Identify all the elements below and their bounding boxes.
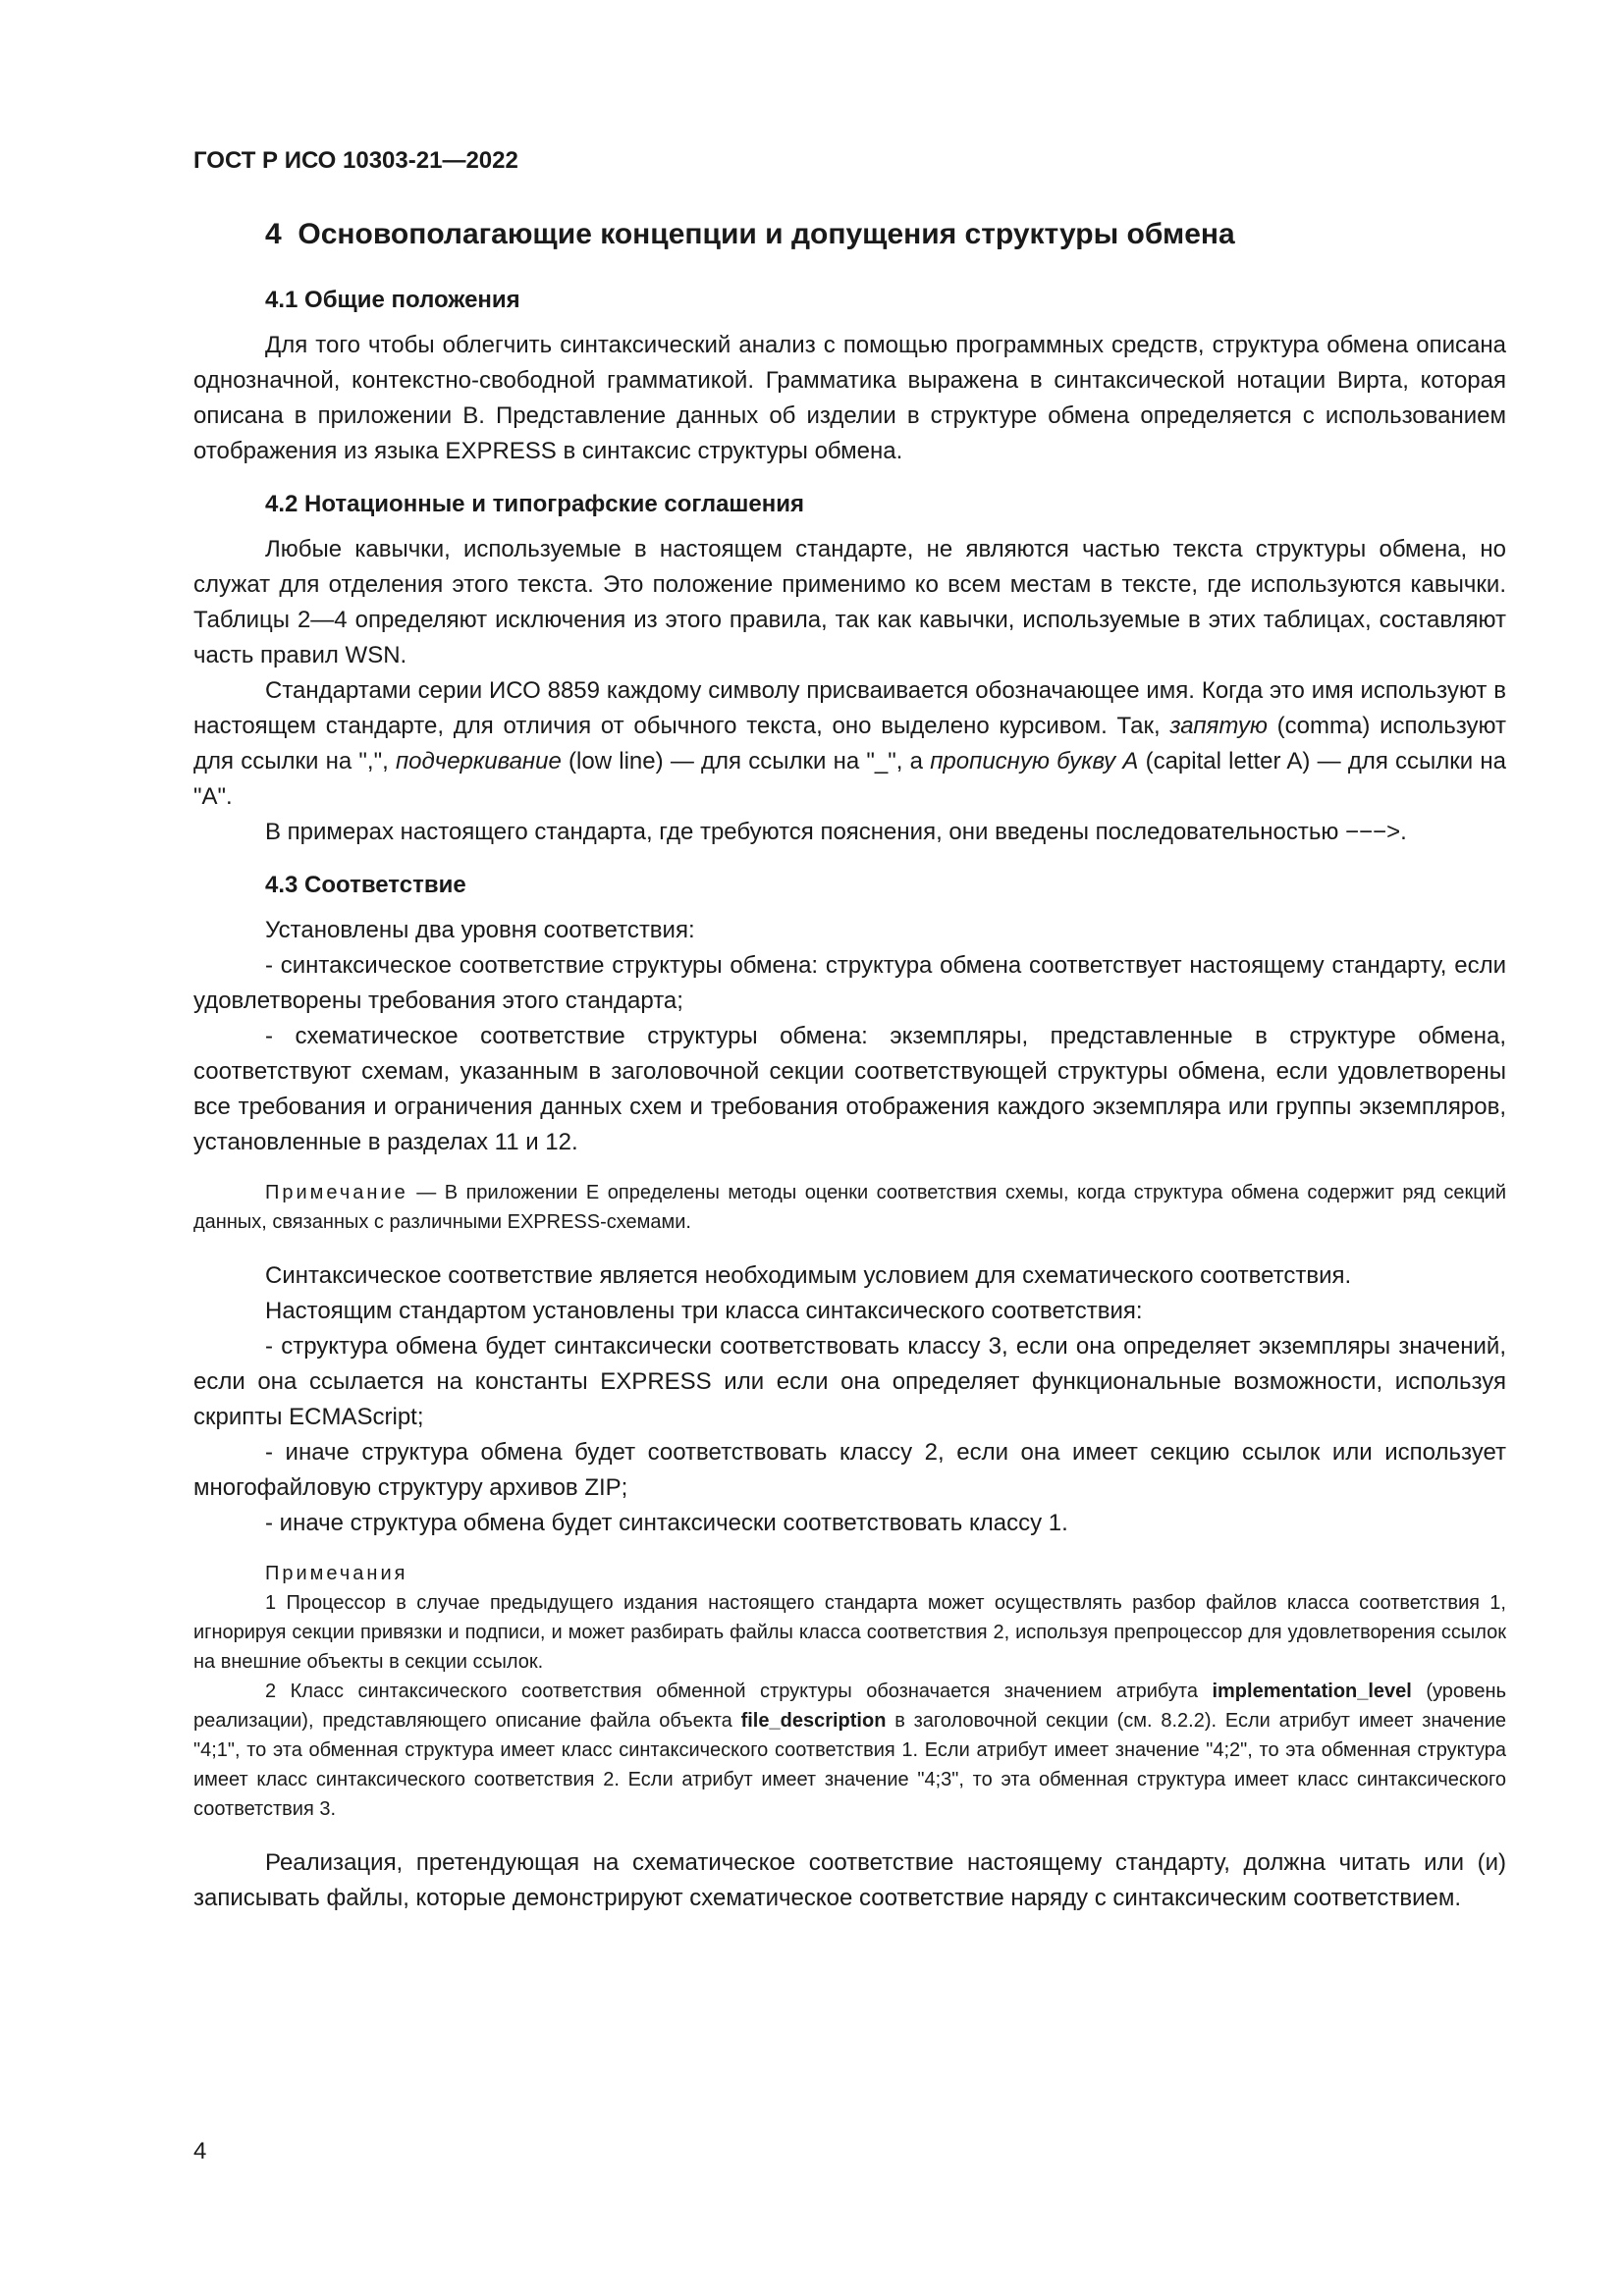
- note-text: — В приложении Е определены методы оценки соответствия схемы, когда структура обмена содержит ряд секций данных, связанных с различными EXPRESS-схемами.: [193, 1182, 1506, 1233]
- paragraph-4-3-levels: Установлены два уровня соответствия:: [265, 917, 695, 943]
- iso8859-text-part-3: (low line) — для ссылки на "_", а: [561, 748, 931, 774]
- note-1: 1 Процессор в случае предыдущего издания настоящего стандарта может осуществлять разбор файлов класса соответствия 1, игнорируя секции привязки и подписи, и может разбирать файлы класса соответствия 2, используя препроцессор для удовлетворения ссылок на внешние объекты в секции ссылок.: [193, 1592, 1506, 1673]
- note-2-text-part-1: 2 Класс синтаксического соответствия обменной структуры обозначается значением атрибута: [265, 1681, 1213, 1702]
- paragraph-4-2-examples: В примерах настоящего стандарта, где требуются пояснения, они введены последовательностью −−−>.: [265, 819, 1407, 845]
- paragraph-4-2-quotes: Любые кавычки, используемые в настоящем стандарте, не являются частью текста структуры обмена, но служат для отделения этого текста. Это положение применимо ко всем местам в тексте, где используются кавычки. Таблицы 2—4 определяют исключения из этого правила, так как кавычки, используемые в этих таблицах, составляют часть правил WSN.: [193, 536, 1506, 668]
- note-2-text-part-2: (уровень реализации), представляющего описание файла объекта: [193, 1681, 1506, 1732]
- iso8859-text-part-1: Стандартами серии ИСО 8859 каждому символу присваивается обозначающее имя. Когда это имя используют в настоящем стандарте, для отличия от обычного текста, оно выделено курсивом. Так,: [193, 677, 1506, 739]
- paragraph-4-2-iso8859: [193, 673, 1506, 815]
- subsection-4-2-heading: 4.2 Нотационные и типографские соглашения: [265, 491, 805, 517]
- list-item-schematic-conformance: - схематическое соответствие структуры обмена: экземпляры, представленные в структуре обмена, соответствуют схемам, указанным в заголовочной секции соответствующей структуры обмена, если удовлетворены все требования и ограничения данных схем и требования отображения каждого экземпляра или группы экземпляров, установленные в разделах 11 и 12.: [193, 1023, 1506, 1155]
- italic-capital-a-name: прописную букву А: [930, 748, 1139, 774]
- document-header: ГОСТ Р ИСО 10303-21—2022: [193, 147, 518, 174]
- list-item-class-2: - иначе структура обмена будет соответствовать классу 2, если она имеет секцию ссылок или использует многофайловую структуру архивов ZIP;: [193, 1439, 1506, 1501]
- list-item-syntactic-conformance: - синтаксическое соответствие структуры обмена: структура обмена соответствует настоящему стандарту, если удовлетворены требования этого стандарта;: [193, 952, 1506, 1014]
- iso8859-text-part-2: (comma) используют для ссылки на ",",: [193, 713, 1506, 774]
- note-2-text-part-3: в заголовочной секции (см. 8.2.2). Если атрибут имеет значение "4;1", то эта обменная структура имеет класс синтаксического соответствия 1. Если атрибут имеет значение "4;2", то эта обменная структура имеет класс синтаксического соответствия 2. Если атрибут имеет значение "4;3", то эта обменная структура имеет класс синтаксического соответствия 3.: [193, 1710, 1506, 1820]
- list-item-class-1: - иначе структура обмена будет синтаксически соответствовать классу 1.: [265, 1510, 1068, 1536]
- page-content: [193, 218, 1506, 1916]
- subsection-4-3-heading: 4.3 Соответствие: [265, 872, 466, 898]
- list-item-class-3: - структура обмена будет синтаксически соответствовать классу 3, если она определяет экземпляры значений, если она ссылается на константы EXPRESS или если она определяет функциональные возможности, используя скрипты ECMAScript;: [193, 1333, 1506, 1430]
- iso8859-text-part-4: (capital letter A) — для ссылки на "A".: [193, 748, 1506, 810]
- notes-label: Примечания: [265, 1563, 408, 1584]
- paragraph-4-1-general: Для того чтобы облегчить синтаксический анализ с помощью программных средств, структура обмена описана однозначной, контекстно-свободной грамматикой. Грамматика выражена в синтаксической нотации Вирта, которая описана в приложении В. Представление данных об изделии в структуре обмена определяется с использованием отображения из языка EXPRESS в синтаксис структуры обмена.: [193, 332, 1506, 464]
- section-4-heading: [193, 218, 1506, 251]
- bold-implementation-level: implementation_level: [1212, 1681, 1412, 1702]
- italic-low-line-name: подчеркивание: [395, 748, 562, 774]
- subsection-4-1-heading: 4.1 Общие положения: [265, 287, 520, 313]
- paragraph-three-classes: Настоящим стандартом установлены три класса синтаксического соответствия:: [265, 1298, 1143, 1324]
- note-schema-conformance: [193, 1178, 1506, 1237]
- page-number: 4: [193, 2138, 207, 2164]
- section-4-title: Основополагающие концепции и допущения структуры обмена: [298, 218, 1235, 250]
- section-4-number: 4: [265, 218, 282, 250]
- paragraph-implementation-claim: Реализация, претендующая на схематическое соответствие настоящему стандарту, должна читать или (и) записывать файлы, которые демонстрируют схематическое соответствие наряду с синтаксическим соответствием.: [193, 1849, 1506, 1911]
- bold-file-description: file_description: [740, 1710, 887, 1732]
- note-label: Примечание: [265, 1182, 408, 1203]
- paragraph-syntactic-prerequisite: Синтаксическое соответствие является необходимым условием для схематического соответствия.: [265, 1262, 1352, 1289]
- notes-heading: [193, 1559, 1506, 1588]
- note-2: [193, 1677, 1506, 1824]
- italic-comma-name: запятую: [1169, 713, 1268, 739]
